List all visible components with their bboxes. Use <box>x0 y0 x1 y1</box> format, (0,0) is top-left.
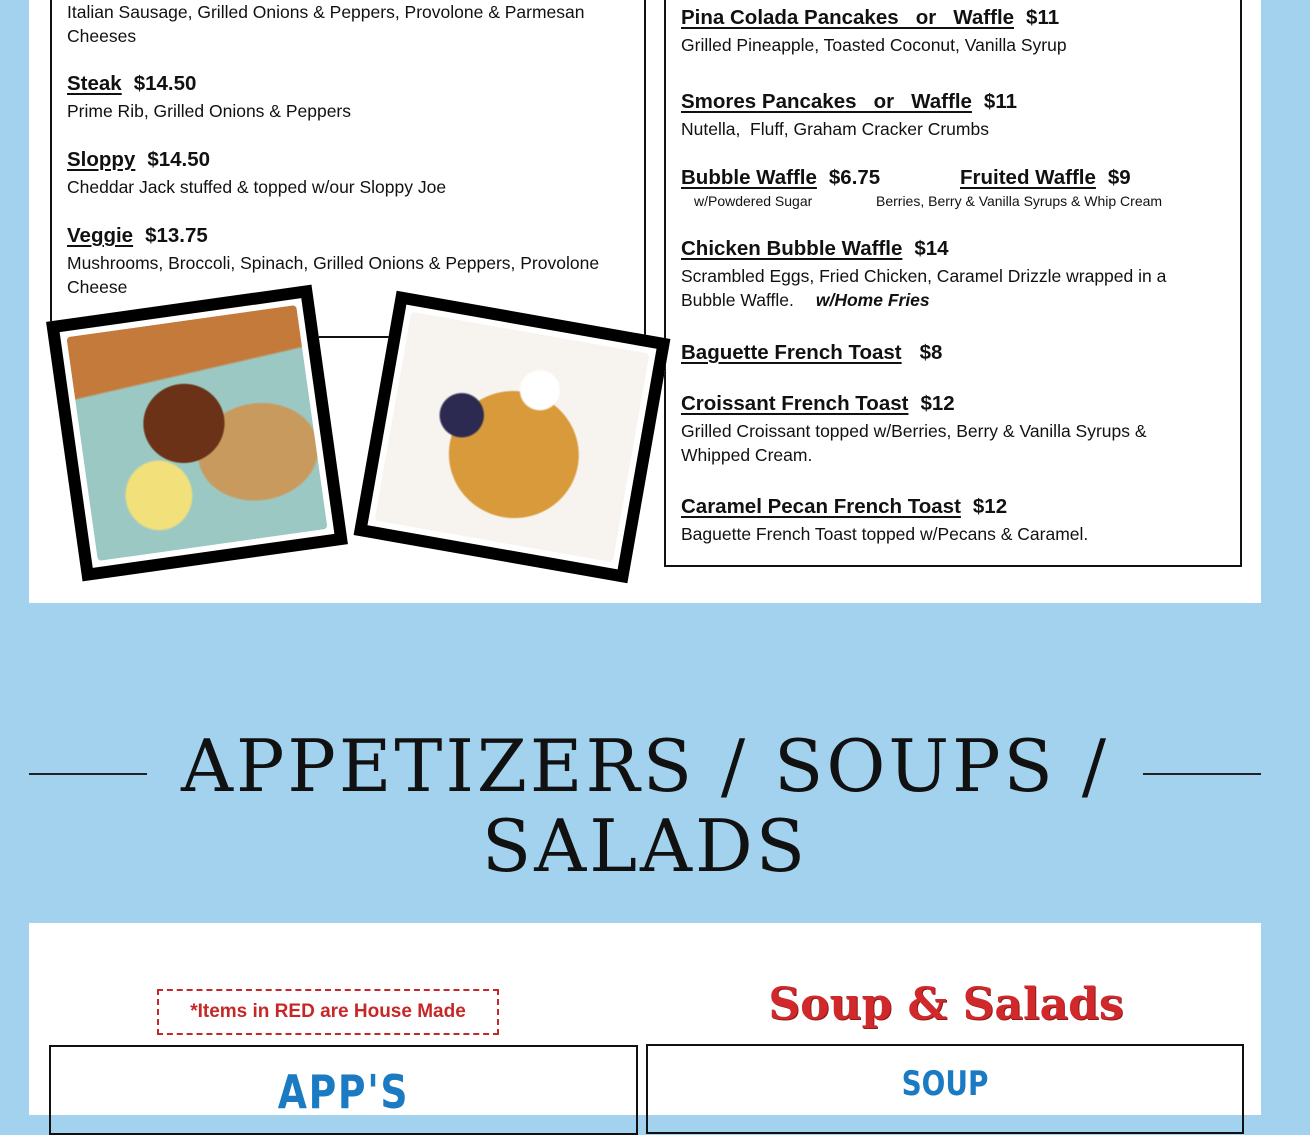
menu-item-croissant-french-toast <box>681 392 1201 467</box>
food-photo-breakfast-plate <box>46 285 348 582</box>
menu-item-name: Sloppy <box>67 148 136 171</box>
apps-heading: APP'S <box>277 1065 410 1119</box>
menu-item-fruited-waffle <box>876 166 1163 210</box>
menu-item-name: Veggie <box>67 224 134 247</box>
menu-item-name: Bubble Waffle <box>681 166 817 189</box>
apps-box <box>49 1045 638 1135</box>
heading-rule-left <box>29 773 147 775</box>
menu-item-price: $12 <box>972 495 1008 518</box>
menu-panel-breakfast <box>29 0 1261 603</box>
menu-item-name: Smores Pancakes or Waffle <box>681 90 972 113</box>
menu-item-name: Chicken Bubble Waffle <box>681 237 903 260</box>
house-made-note: *Items in RED are House Made <box>157 989 499 1035</box>
soup-salads-heading: Soup & Salads <box>768 979 1124 1030</box>
menu-item-pina-colada <box>681 6 1067 57</box>
menu-item-desc: Grilled Pineapple, Toasted Coconut, Vanilla Syrup <box>681 35 1067 55</box>
menu-item-price: $14.50 <box>133 72 197 95</box>
menu-item-steak <box>67 72 351 123</box>
heading-rule-right <box>1143 773 1261 775</box>
section-heading: APPETIZERS / SOUPS / SALADS <box>180 724 1109 888</box>
menu-item-price: $14 <box>914 237 949 260</box>
menu-item-price: $12 <box>920 392 955 415</box>
menu-item-price: $11 <box>983 90 1017 113</box>
menu-item-name: Fruited Waffle <box>960 166 1096 189</box>
menu-item-extra: w/Home Fries <box>815 290 930 310</box>
menu-item-smores <box>681 90 1017 141</box>
menu-item-price: $14.50 <box>147 148 211 171</box>
menu-item-desc: Italian Sausage, Grilled Onions & Peppers, Provolone & Parmesan Cheeses <box>67 2 585 46</box>
soup-heading: SOUP <box>901 1064 989 1104</box>
soup-box <box>646 1044 1244 1134</box>
menu-item-price: $6.75 <box>828 166 881 189</box>
menu-item-bubble-waffle <box>681 166 880 210</box>
menu-item-name: Caramel Pecan French Toast <box>681 495 961 518</box>
menu-item-desc: Mushrooms, Broccoli, Spinach, Grilled Onions & Peppers, Provolone Cheese <box>67 253 600 297</box>
menu-item-price: $13.75 <box>145 224 208 247</box>
menu-item-veggie <box>67 224 632 299</box>
menu-item-baguette-french-toast <box>681 341 942 365</box>
menu-item-desc: Prime Rib, Grilled Onions & Peppers <box>67 101 351 121</box>
menu-item-caramel-pecan-french-toast <box>681 495 1088 546</box>
menu-item-price: $8 <box>919 341 943 364</box>
menu-item-chicken-bubble-waffle <box>681 237 1201 312</box>
menu-item-name: Croissant French Toast <box>681 392 909 415</box>
menu-item-desc: Grilled Croissant topped w/Berries, Berry & Vanilla Syrups & Whipped Cream. <box>681 421 1147 465</box>
menu-item-name: Baguette French Toast <box>681 341 902 364</box>
food-photo-bubble-waffle <box>354 291 671 584</box>
menu-item-sloppy <box>67 148 446 199</box>
menu-box-right <box>664 0 1242 567</box>
menu-item-desc: w/Powdered Sugar <box>694 193 813 209</box>
menu-item-price: $9 <box>1107 166 1131 189</box>
menu-item-desc: Nutella, Fluff, Graham Cracker Crumbs <box>681 119 989 139</box>
menu-item-desc: Scrambled Eggs, Fried Chicken, Caramel Drizzle wrapped in a Bubble Waffle. <box>681 266 1167 310</box>
menu-item-name: Steak <box>67 72 122 95</box>
menu-item-desc: Berries, Berry & Vanilla Syrups & Whip Cream <box>876 193 1163 209</box>
menu-item-price: $11 <box>1026 6 1060 29</box>
menu-item-intro <box>67 0 627 48</box>
menu-box-left <box>50 0 646 338</box>
menu-panel-appetizers <box>29 923 1261 1119</box>
menu-item-desc: Cheddar Jack stuffed & topped w/our Sloppy Joe <box>67 177 447 197</box>
menu-item-desc: Baguette French Toast topped w/Pecans & Caramel. <box>681 524 1089 544</box>
menu-item-name: Pina Colada Pancakes or Waffle <box>681 6 1015 29</box>
